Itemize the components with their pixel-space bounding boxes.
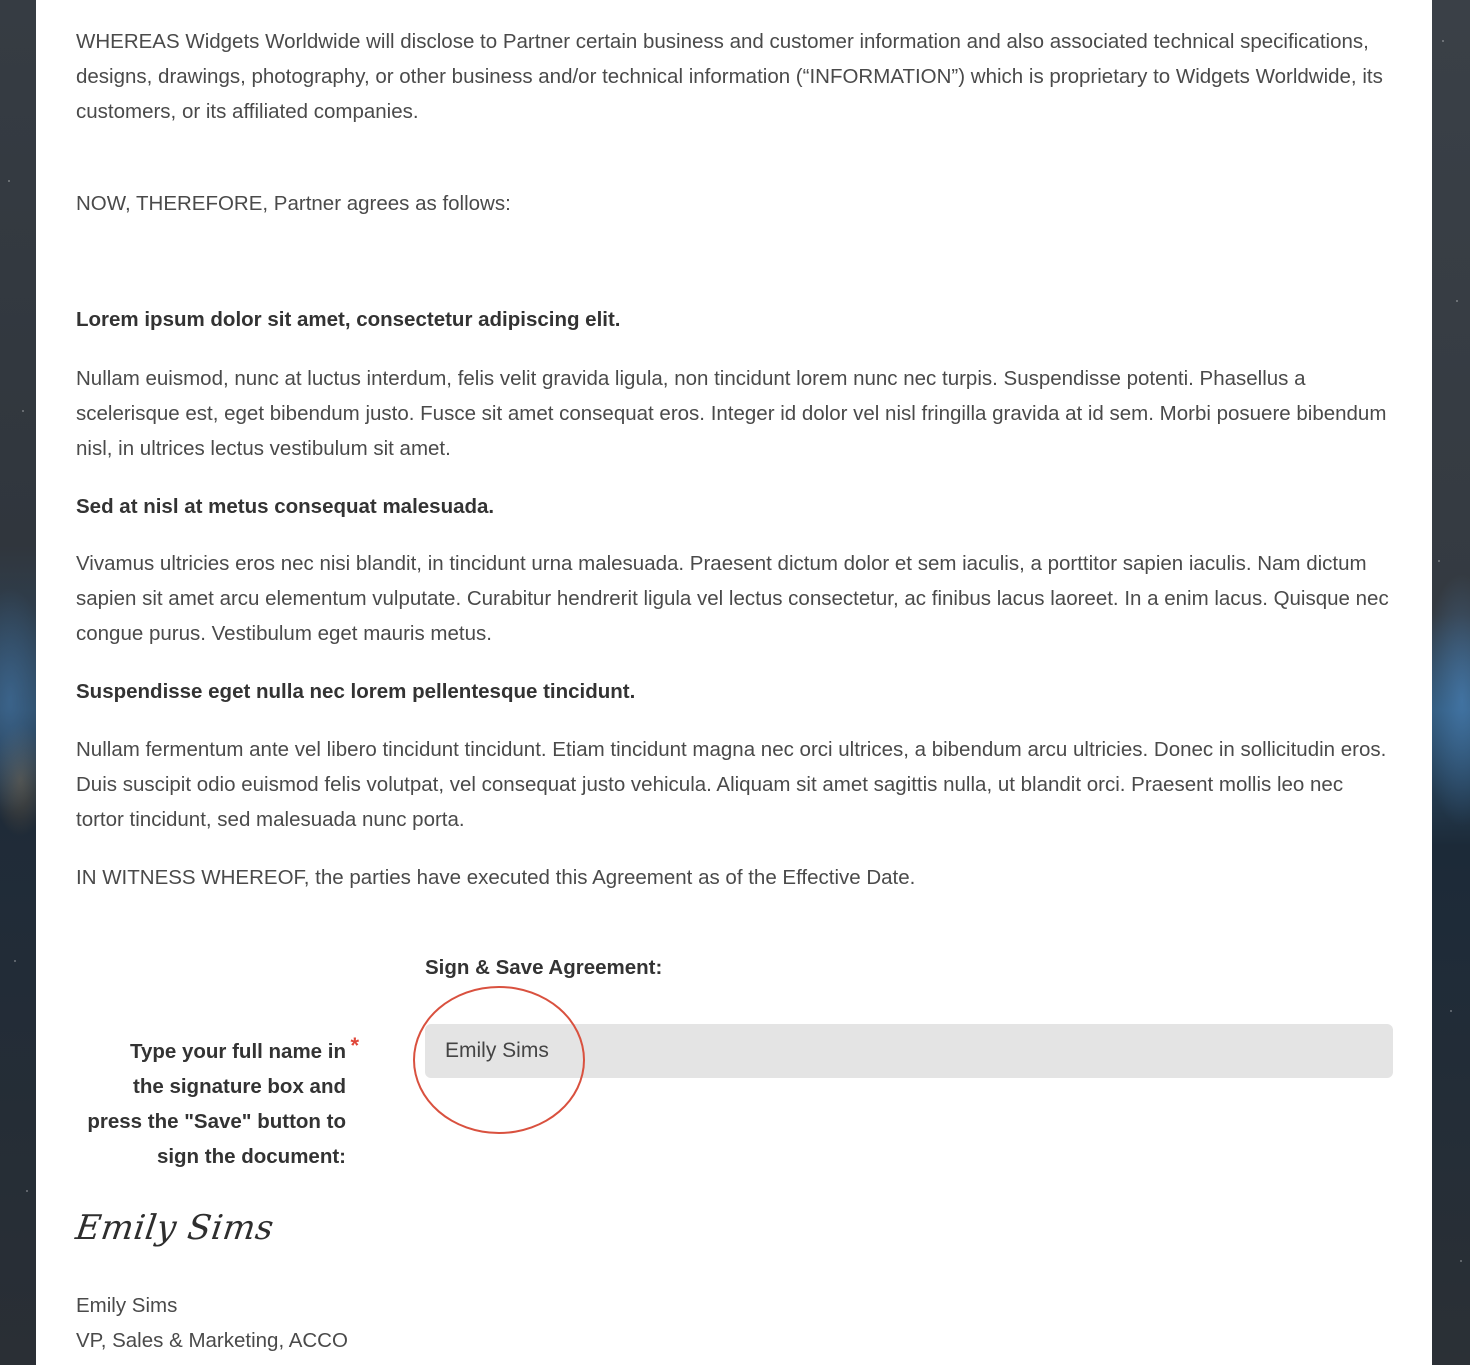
label-line-4: sign the document: bbox=[156, 1145, 346, 1168]
star-decoration bbox=[8, 180, 10, 182]
section-heading-1: Lorem ipsum dolor sit amet, consectetur adipiscing elit. bbox=[76, 308, 621, 331]
signer-name: Emily Sims bbox=[76, 1294, 178, 1317]
label-line-1: Type your full name in bbox=[129, 1040, 346, 1063]
background-left bbox=[0, 0, 38, 1365]
star-decoration bbox=[1442, 40, 1444, 42]
section-body-1: Nullam euismod, nunc at luctus interdum, felis velit gravida ligula, non tincidunt lorem nunc nec turpis. Suspendisse potenti. Phasellus a scelerisque est, eget bibendum justo. Fusce sit amet consequat eros. Integer id dolor vel nisl fringilla gravida at id sem. Morbi posuere bibendum nisl, in ultrices lectus vestibulum sit amet. bbox=[76, 367, 1387, 460]
sign-save-title: Sign & Save Agreement: bbox=[425, 956, 663, 979]
signer-title: VP, Sales & Marketing, ACCO bbox=[76, 1329, 348, 1352]
star-decoration bbox=[26, 1190, 28, 1192]
paragraph-whereas: WHEREAS Widgets Worldwide will disclose to Partner certain business and customer information and also associated technical specifications, designs, drawings, photography, or other business and/or technical information (“INFORMATION”) which is proprietary to Widgets Worldwide, its customers, or its affiliated companies. bbox=[76, 30, 1383, 123]
agreement-document bbox=[36, 0, 1432, 1365]
section-heading-2: Sed at nisl at metus consequat malesuada. bbox=[76, 495, 495, 518]
star-decoration bbox=[1450, 1010, 1452, 1012]
signer-block bbox=[76, 1288, 348, 1358]
signature-field-label bbox=[76, 1033, 359, 1174]
star-decoration bbox=[14, 960, 16, 962]
paragraph-witness: IN WITNESS WHEREOF, the parties have executed this Agreement as of the Effective Date. bbox=[76, 866, 916, 889]
section-body-2: Vivamus ultricies eros nec nisi blandit, in tincidunt urna malesuada. Praesent dictum dolor et sem iaculis, a porttitor sapien iaculis. Nam dictum sapien sit amet arcu elementum vulputate. Curabitur hendrerit ligula vel lectus consectetur, ac finibus lacus laoreet. In a enim lacus. Quisque nec congue purus. Vestibulum eget mauris metus. bbox=[76, 552, 1389, 645]
star-decoration bbox=[22, 410, 24, 412]
required-asterisk: * bbox=[350, 1033, 359, 1058]
star-decoration bbox=[1456, 300, 1458, 302]
paragraph-therefore: NOW, THEREFORE, Partner agrees as follows: bbox=[76, 192, 511, 215]
section-body-3: Nullam fermentum ante vel libero tincidunt tincidunt. Etiam tincidunt magna nec orci ultrices, a bibendum arcu ultricies. Donec in sollicitudin eros. Duis suscipit odio euismod felis volutpat, vel consequat justo vehicula. Aliquam sit amet sagittis nulla, ut blandit orci. Praesent mollis leo nec tortor tincidunt, sed malesuada nunc porta. bbox=[76, 738, 1387, 831]
annotation-circle bbox=[413, 986, 585, 1134]
label-line-3: press the "Save" button to bbox=[87, 1110, 346, 1133]
rendered-signature: Emily Sims bbox=[73, 1208, 277, 1248]
label-line-2: the signature box and bbox=[133, 1075, 346, 1098]
star-decoration bbox=[1438, 560, 1440, 562]
star-decoration bbox=[1460, 1260, 1462, 1262]
section-heading-3: Suspendisse eget nulla nec lorem pellentesque tincidunt. bbox=[76, 680, 636, 703]
background-right bbox=[1432, 0, 1470, 1365]
